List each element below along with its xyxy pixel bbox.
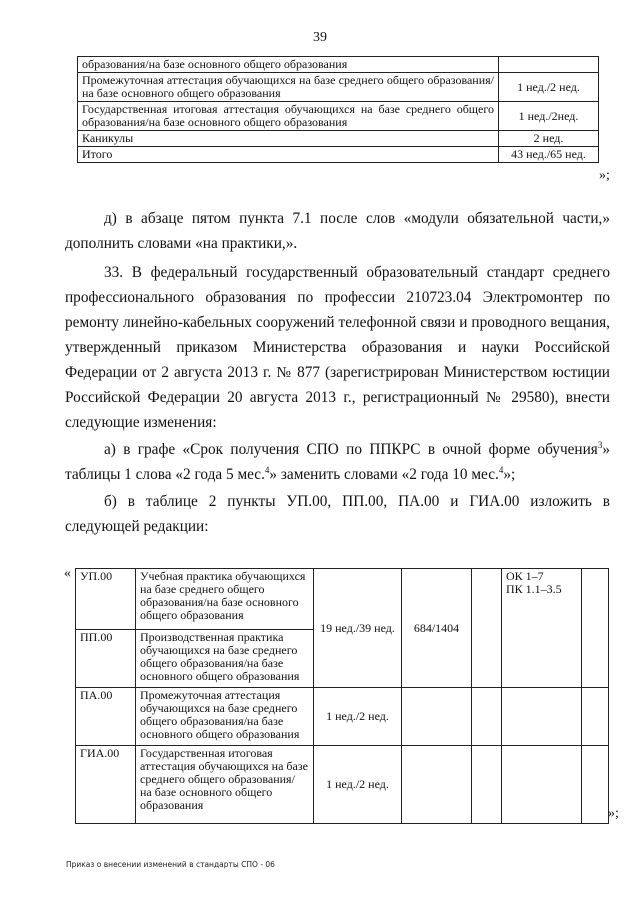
table-cell: Государственная итоговая аттестация обучающихся на базе среднего общего образования/на базе основного общего образования (78, 102, 499, 131)
footnote-ref: 4 (498, 464, 504, 475)
table-cell: 1 нед./2 нед. (499, 73, 599, 102)
row-description: Производственная практика обучающихся на базе среднего общего образования/на базе основного общего образования (136, 630, 314, 688)
empty-cell (582, 569, 609, 688)
practice-weeks: 19 нед./39 нед. (314, 569, 402, 688)
empty-cell (402, 746, 472, 824)
empty-cell (502, 746, 582, 824)
row-code: УП.00 (76, 569, 136, 630)
footnote-ref: 3 (597, 439, 603, 450)
row-weeks: 1 нед./2 нед. (314, 746, 402, 824)
table-cell: 1 нед./2нед. (499, 102, 599, 131)
table-cell (499, 57, 599, 73)
paragraph-a-text: » таблицы 1 слова «2 года 5 мес. (65, 441, 610, 483)
paragraph-d: д) в абзаце пятом пункта 7.1 после слов «модули обязательной части,» дополнить словами «на практики,». (65, 210, 610, 252)
competencies-general: ОК 1–7 (506, 569, 544, 583)
page-number: 39 (313, 30, 327, 45)
table-cell: Промежуточная аттестация обучающихся на базе среднего общего образования/на базе основного общего образования (78, 73, 499, 102)
table-cell: 43 нед./65 нед. (499, 147, 599, 163)
table-row (78, 102, 599, 131)
empty-cell (472, 688, 502, 746)
row-description: Государственная итоговая аттестация обучающихся на базе среднего общего образования/ на базе основного общего образования (136, 746, 314, 824)
table-cell: Итого (78, 147, 499, 163)
paragraph-b: б) в таблице 2 пункты УП.00, ПП.00, ПА.00 и ГИА.00 изложить в следующей редакции: (65, 493, 610, 535)
competencies-professional: ПК 1.1–3.5 (506, 582, 562, 596)
table-row (76, 569, 609, 630)
table-row (76, 688, 609, 746)
practice-hours: 684/1404 (402, 569, 472, 688)
empty-cell (502, 688, 582, 746)
closing-quote: »; (599, 168, 610, 183)
empty-cell (402, 688, 472, 746)
practice-table (75, 568, 609, 824)
row-description: Промежуточная аттестация обучающихся на базе среднего общего образования/на базе основного общего образования (136, 688, 314, 746)
table-row (78, 147, 599, 163)
table-row (78, 73, 599, 102)
footnote-ref: 4 (264, 464, 270, 475)
footer-note: Приказ о внесении изменений в стандарты СПО - 06 (66, 860, 275, 869)
summary-table (77, 56, 599, 163)
row-code: ПА.00 (76, 688, 136, 746)
table-row (76, 746, 609, 824)
row-code: ГИА.00 (76, 746, 136, 824)
closing-quote: »; (608, 806, 619, 821)
paragraph-a-text: » заменить словами «2 года 10 мес. (269, 466, 499, 483)
empty-cell (582, 746, 609, 824)
opening-quote: « (64, 566, 71, 581)
paragraph-a (65, 437, 610, 487)
row-code: ПП.00 (76, 630, 136, 688)
row-description: Учебная практика обучающихся на базе среднего общего образования/на базе основного общего образования (136, 569, 314, 630)
table-row (78, 57, 599, 73)
paragraph-a-text: а) в графе «Срок получения СПО по ППКРС в очной форме обучения (104, 441, 598, 458)
competencies-cell (502, 569, 582, 688)
table-cell: образования/на базе основного общего образования (78, 57, 499, 73)
empty-cell (472, 746, 502, 824)
paragraph-a-text: »; (503, 466, 516, 483)
table-cell: 2 нед. (499, 131, 599, 147)
row-weeks: 1 нед./2 нед. (314, 688, 402, 746)
table-cell: Каникулы (78, 131, 499, 147)
empty-cell (582, 688, 609, 746)
table-row (78, 131, 599, 147)
paragraph-33: 33. В федеральный государственный образовательный стандарт среднего профессионального образования по профессии 210723.04 Электромонтер по ремонту линейно-кабельных сооружений телефонной связи и проводного вещания, утвержденный приказом Министерства образования и науки Российской Федерации от 2 августа 2013 г. № 877 (зарегистрирован Министерством юстиции Российской Федерации 20 августа 2013 г., регистрационный № 29580), внести следующие изменения: (65, 264, 610, 431)
empty-cell (472, 569, 502, 688)
